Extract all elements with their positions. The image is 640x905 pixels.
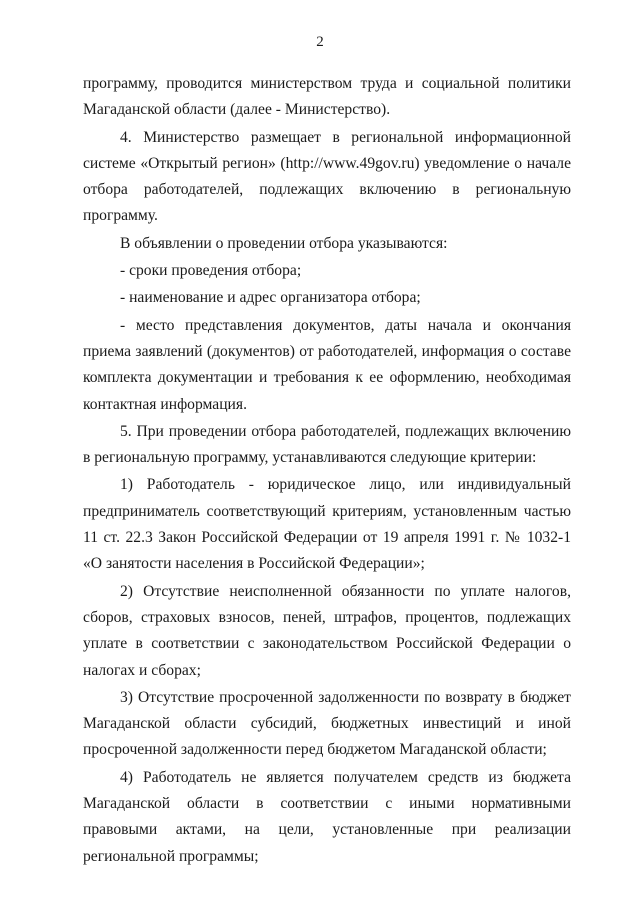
list-item-submission-place: - место представления документов, даты начала и окончания приема заявлений (документов) от работодателей, информация о составе комплекта документации и требования к ее оформлению, необходимая контактная информация. — [83, 316, 571, 413]
document-body — [83, 71, 571, 870]
paragraph-item-4: 4. Министерство размещает в региональной информационной системе «Открытый регион» (http://www.49gov.ru) уведомление о начале отбора работодателей, подлежащих включению в региональную программу. — [83, 128, 571, 225]
paragraph-continuation: программу, проводится министерством труда и социальной политики Магаданской области (далее - Министерство). — [83, 75, 571, 119]
paragraph-item-5: 5. При проведении отбора работодателей, подлежащих включению в региональную программу, устанавливаются следующие критерии: — [83, 422, 571, 467]
criterion-4: 4) Работодатель не является получателем средств из бюджета Магаданской области в соответствии с иными нормативными правовыми актами, на цели, установленные при реализации региональной программы; — [83, 768, 571, 865]
list-item-organizer: - наименование и адрес организатора отбора; — [120, 289, 421, 307]
criterion-3: 3) Отсутствие просроченной задолженности по возврату в бюджет Магаданской области субсидий, бюджетных инвестиций и иной просроченной задолженности перед бюджетом Магаданской области; — [83, 688, 571, 759]
list-item-deadlines: - сроки проведения отбора; — [120, 262, 302, 280]
criterion-1: 1) Работодатель - юридическое лицо, или индивидуальный предприниматель соответствующий критериям, установленным частью 11 ст. 22.3 Закон Российской Федерации от 19 апреля 1991 г. № 1032-1 «О занятости населения в Российской Федерации»; — [83, 476, 571, 573]
criterion-2: 2) Отсутствие неисполненной обязанности по уплате налогов, сборов, страховых взносов, пеней, штрафов, процентов, подлежащих уплате в соответствии с законодательством Российской Федерации о налогах и сборах; — [83, 582, 571, 679]
paragraph-announcement-intro: В объявлении о проведении отбора указываются: — [120, 234, 448, 252]
page-number: 2 — [316, 34, 324, 50]
